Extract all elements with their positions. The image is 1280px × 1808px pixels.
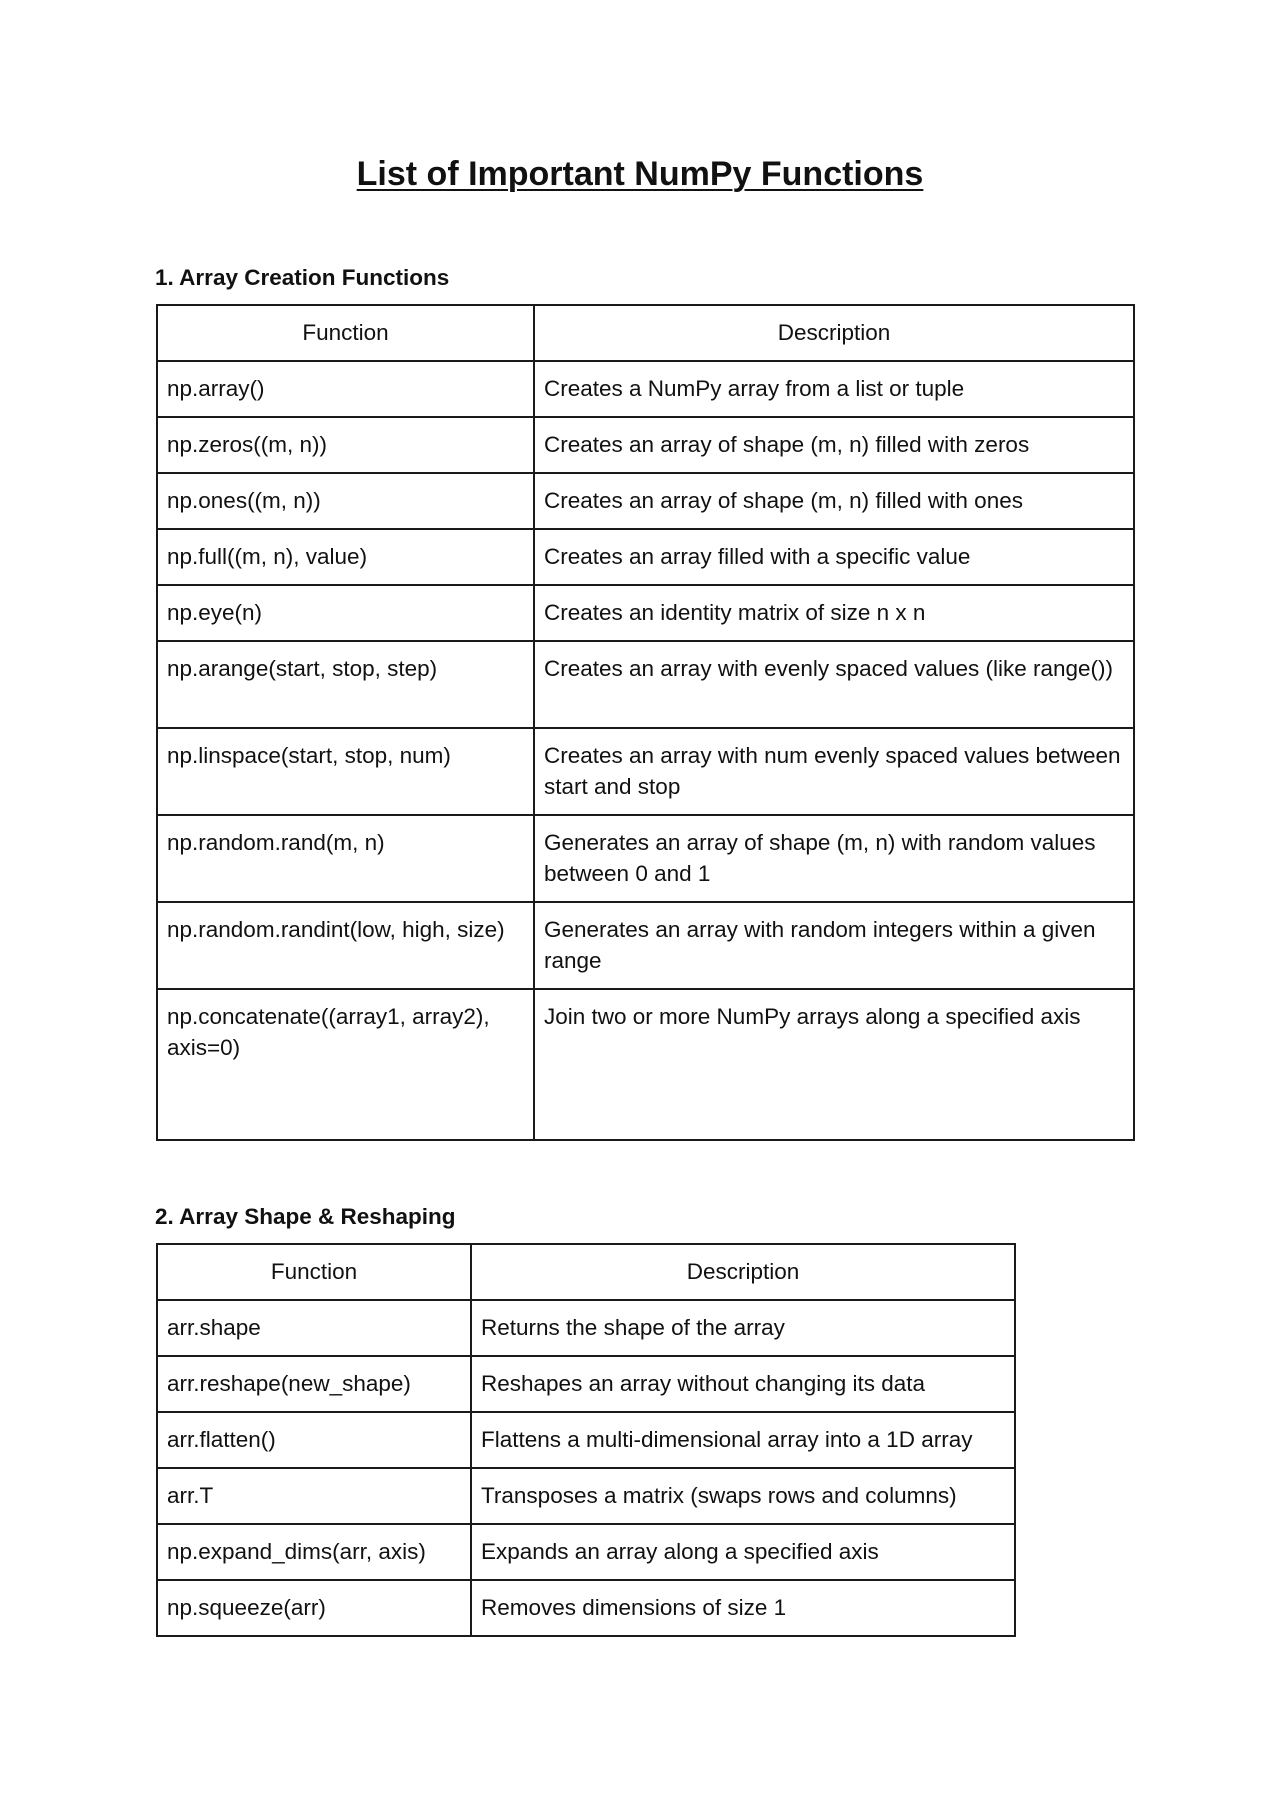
description-cell: Flattens a multi-dimensional array into a 1D array xyxy=(471,1412,1015,1468)
function-cell: np.full((m, n), value) xyxy=(157,529,534,585)
table-row xyxy=(157,1580,1015,1636)
table-row xyxy=(157,641,1134,728)
column-header-function: Function xyxy=(157,305,534,361)
column-header-function: Function xyxy=(157,1244,471,1300)
section-heading-array-shape: 2. Array Shape & Reshaping xyxy=(155,1204,456,1229)
description-cell: Creates an array with num evenly spaced values between start and stop xyxy=(534,728,1134,815)
function-cell: arr.flatten() xyxy=(157,1412,471,1468)
description-cell: Generates an array with random integers within a given range xyxy=(534,902,1134,989)
function-cell: np.array() xyxy=(157,361,534,417)
table-row xyxy=(157,1412,1015,1468)
table-row xyxy=(157,585,1134,641)
function-cell: np.expand_dims(arr, axis) xyxy=(157,1524,471,1580)
section-heading-array-creation: 1. Array Creation Functions xyxy=(155,265,450,290)
description-cell: Creates an identity matrix of size n x n xyxy=(534,585,1134,641)
table-header-row xyxy=(157,1244,1015,1300)
description-cell: Returns the shape of the array xyxy=(471,1300,1015,1356)
column-header-description: Description xyxy=(471,1244,1015,1300)
function-cell: np.random.rand(m, n) xyxy=(157,815,534,902)
description-cell: Creates an array of shape (m, n) filled with ones xyxy=(534,473,1134,529)
table-row xyxy=(157,1468,1015,1524)
description-cell: Join two or more NumPy arrays along a specified axis xyxy=(534,989,1134,1140)
table-row xyxy=(157,529,1134,585)
function-cell: np.squeeze(arr) xyxy=(157,1580,471,1636)
description-cell: Reshapes an array without changing its data xyxy=(471,1356,1015,1412)
function-cell: arr.reshape(new_shape) xyxy=(157,1356,471,1412)
table-row xyxy=(157,417,1134,473)
function-cell: np.ones((m, n)) xyxy=(157,473,534,529)
description-cell: Creates an array filled with a specific value xyxy=(534,529,1134,585)
description-cell: Transposes a matrix (swaps rows and columns) xyxy=(471,1468,1015,1524)
description-cell: Expands an array along a specified axis xyxy=(471,1524,1015,1580)
table-row xyxy=(157,1300,1015,1356)
function-cell: np.concatenate((array1, array2), axis=0) xyxy=(157,989,534,1140)
table-row xyxy=(157,473,1134,529)
function-cell: arr.shape xyxy=(157,1300,471,1356)
function-cell: np.random.randint(low, high, size) xyxy=(157,902,534,989)
table-row xyxy=(157,1356,1015,1412)
description-cell: Creates a NumPy array from a list or tuple xyxy=(534,361,1134,417)
description-cell: Removes dimensions of size 1 xyxy=(471,1580,1015,1636)
table-row xyxy=(157,728,1134,815)
table-header-row xyxy=(157,305,1134,361)
function-cell: np.zeros((m, n)) xyxy=(157,417,534,473)
column-header-description: Description xyxy=(534,305,1134,361)
table-row xyxy=(157,361,1134,417)
function-cell: np.arange(start, stop, step) xyxy=(157,641,534,728)
description-cell: Creates an array with evenly spaced values (like range()) xyxy=(534,641,1134,728)
description-cell: Generates an array of shape (m, n) with random values between 0 and 1 xyxy=(534,815,1134,902)
function-cell: arr.T xyxy=(157,1468,471,1524)
table-row xyxy=(157,989,1134,1140)
function-cell: np.linspace(start, stop, num) xyxy=(157,728,534,815)
function-cell: np.eye(n) xyxy=(157,585,534,641)
array-shape-table xyxy=(156,1243,1016,1637)
page-title: List of Important NumPy Functions xyxy=(356,155,924,193)
description-cell: Creates an array of shape (m, n) filled with zeros xyxy=(534,417,1134,473)
table-row xyxy=(157,1524,1015,1580)
table-row xyxy=(157,902,1134,989)
array-creation-table xyxy=(156,304,1135,1141)
table-row xyxy=(157,815,1134,902)
